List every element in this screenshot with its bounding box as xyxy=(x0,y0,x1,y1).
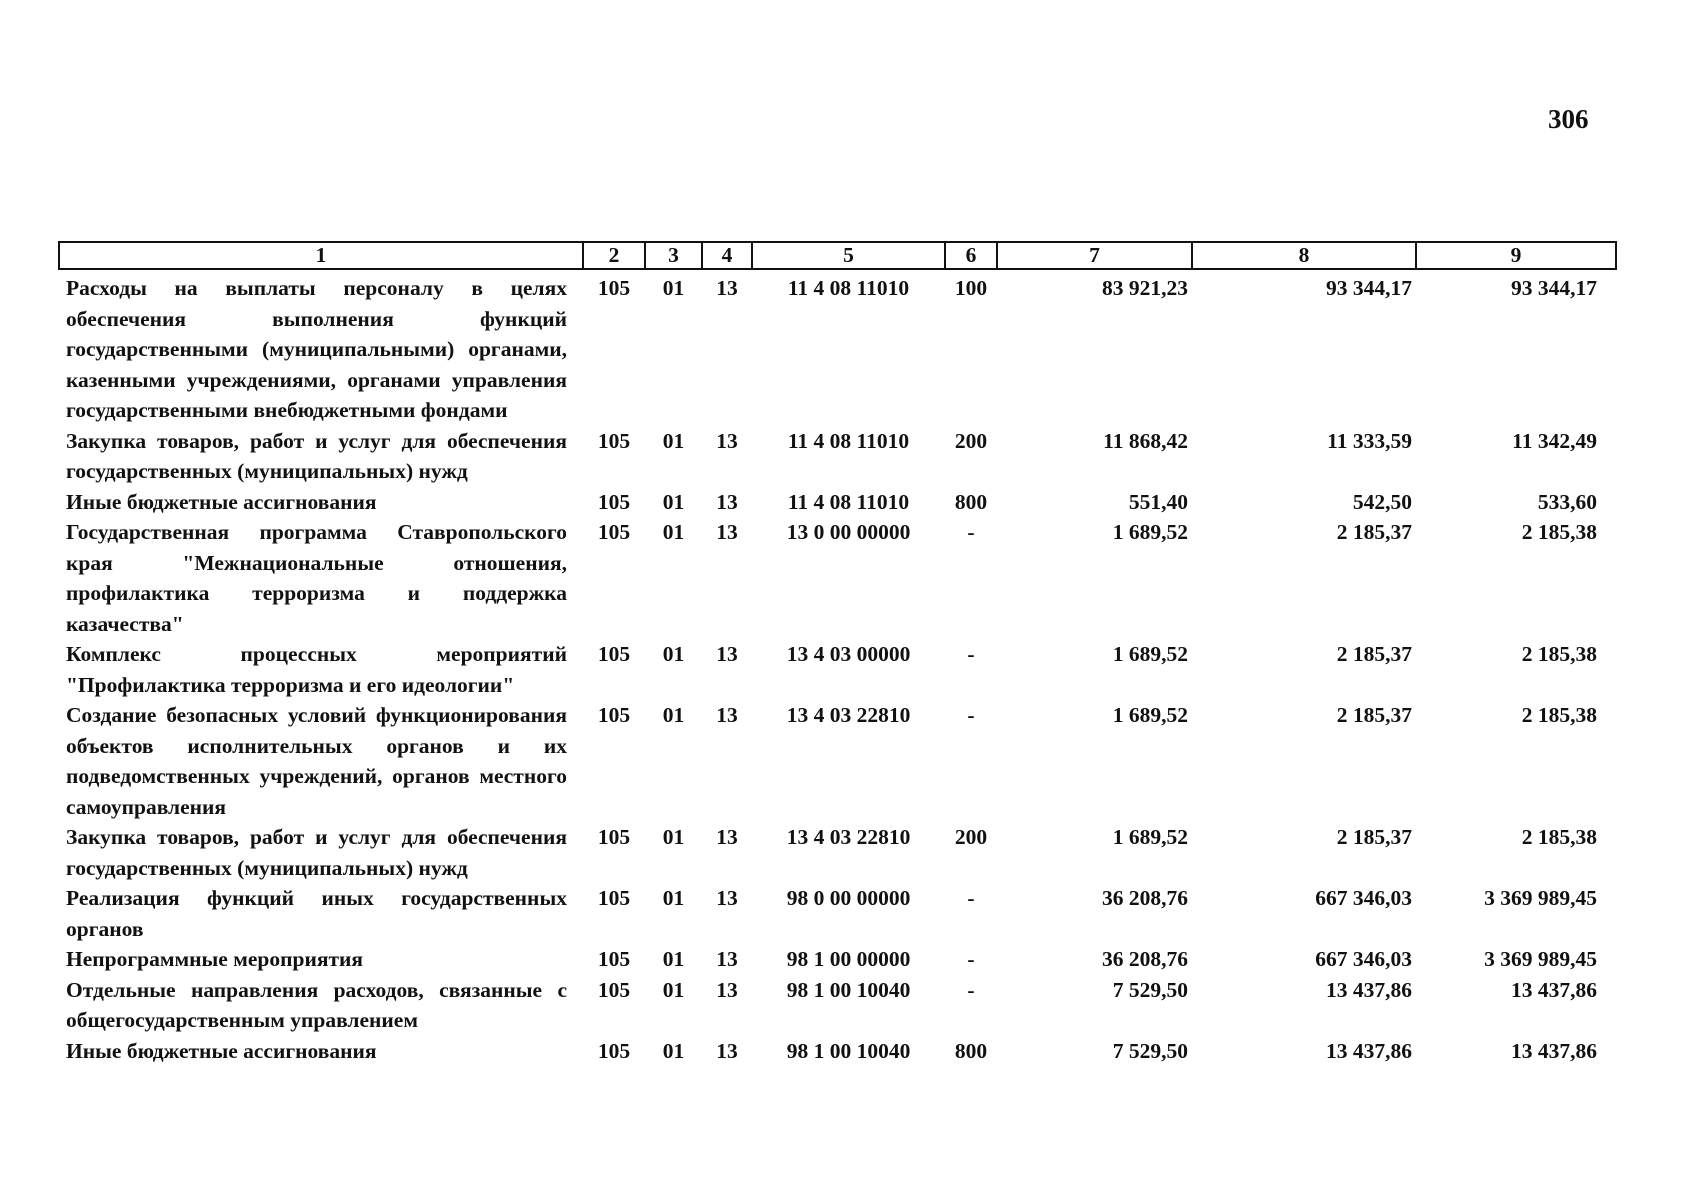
row-name: Иные бюджетные ассигнования xyxy=(66,1038,377,1063)
target-article-code: 98 1 00 00000 xyxy=(786,947,911,971)
amount-col7: 7 529,50 xyxy=(1112,977,1188,1002)
expense-type-code: - xyxy=(967,947,975,971)
table-row xyxy=(59,639,1616,700)
header-cell: 4 xyxy=(702,242,752,269)
header-cell: 5 xyxy=(752,242,945,269)
amount-col8: 11 333,59 xyxy=(1327,428,1412,453)
expense-type-code: - xyxy=(967,642,975,666)
budget-table xyxy=(58,241,1617,1066)
amount-col9: 2 185,38 xyxy=(1521,825,1597,849)
subsection-code: 13 xyxy=(716,825,738,849)
table-row xyxy=(59,700,1616,822)
expense-type-code: 200 xyxy=(954,825,988,849)
amount-col9: 533,60 xyxy=(1537,489,1597,514)
ministry-code: 105 xyxy=(597,703,631,727)
target-article-code: 13 4 03 22810 xyxy=(786,703,911,727)
subsection-code: 13 xyxy=(716,520,738,544)
amount-col7: 1 689,52 xyxy=(1112,642,1188,666)
amount-col8: 13 437,86 xyxy=(1326,977,1412,1002)
target-article-code: 98 1 00 10040 xyxy=(786,1038,911,1063)
table-row xyxy=(59,487,1616,518)
subsection-code: 13 xyxy=(716,977,738,1002)
row-name: Реализация функций иных государственных органов xyxy=(66,886,567,941)
header-cell: 2 xyxy=(583,242,645,269)
row-name: Создание безопасных условий функционирования объектов исполнительных органов и их подведомственных учреждений, органов местного самоуправления xyxy=(66,703,567,819)
amount-col8: 2 185,37 xyxy=(1336,642,1412,666)
expense-type-code: - xyxy=(967,520,975,544)
table-body xyxy=(59,269,1616,1066)
expense-type-code: - xyxy=(967,977,975,1002)
header-cell: 7 xyxy=(997,242,1192,269)
expense-type-code: 100 xyxy=(954,276,988,300)
target-article-code: 98 1 00 10040 xyxy=(786,977,911,1002)
target-article-code: 13 0 00 00000 xyxy=(786,520,911,544)
target-article-code: 11 4 08 11010 xyxy=(787,276,910,300)
amount-col8: 667 346,03 xyxy=(1315,886,1412,910)
section-code: 01 xyxy=(662,977,685,1002)
subsection-code: 13 xyxy=(716,489,738,514)
amount-col7: 11 868,42 xyxy=(1103,428,1188,453)
amount-col7: 1 689,52 xyxy=(1112,703,1188,727)
target-article-code: 13 4 03 00000 xyxy=(786,642,911,666)
target-article-code: 11 4 08 11010 xyxy=(787,428,910,453)
amount-col7: 36 208,76 xyxy=(1102,947,1188,971)
header-row xyxy=(59,242,1616,269)
expense-type-code: - xyxy=(967,886,975,910)
amount-col8: 2 185,37 xyxy=(1336,703,1412,727)
amount-col9: 3 369 989,45 xyxy=(1484,947,1597,971)
amount-col8: 2 185,37 xyxy=(1336,520,1412,544)
section-code: 01 xyxy=(662,825,685,849)
row-name: Непрограммные мероприятия xyxy=(66,947,364,971)
subsection-code: 13 xyxy=(716,1038,738,1063)
amount-col9: 13 437,86 xyxy=(1511,977,1597,1002)
row-name: Закупка товаров, работ и услуг для обеспечения государственных (муниципальных) нужд xyxy=(66,825,567,880)
row-name: Комплекс процессных мероприятий "Профилактика терроризма и его идеологии" xyxy=(66,642,567,697)
table-row xyxy=(59,883,1616,944)
ministry-code: 105 xyxy=(597,276,631,300)
row-name: Государственная программа Ставропольского края "Межнациональные отношения, профилактика терроризма и поддержка казачества" xyxy=(66,520,567,636)
amount-col7: 36 208,76 xyxy=(1102,886,1188,910)
amount-col9: 3 369 989,45 xyxy=(1484,886,1597,910)
subsection-code: 13 xyxy=(716,428,738,453)
amount-col8: 667 346,03 xyxy=(1315,947,1412,971)
amount-col9: 2 185,38 xyxy=(1521,520,1597,544)
expense-type-code: 800 xyxy=(954,489,988,514)
row-name: Отдельные направления расходов, связанные с общегосударственным управлением xyxy=(66,977,567,1032)
section-code: 01 xyxy=(662,642,685,666)
table-header xyxy=(59,242,1616,269)
table-row xyxy=(59,1036,1616,1067)
header-cell: 8 xyxy=(1192,242,1416,269)
amount-col7: 1 689,52 xyxy=(1112,825,1188,849)
header-cell: 6 xyxy=(945,242,997,269)
target-article-code: 98 0 00 00000 xyxy=(786,886,911,910)
expense-type-code: - xyxy=(967,703,975,727)
section-code: 01 xyxy=(662,886,685,910)
table-row xyxy=(59,517,1616,639)
section-code: 01 xyxy=(662,520,685,544)
page-number: 306 xyxy=(1548,104,1589,134)
amount-col7: 551,40 xyxy=(1128,489,1188,514)
amount-col8: 2 185,37 xyxy=(1336,825,1412,849)
section-code: 01 xyxy=(662,276,685,300)
amount-col9: 2 185,38 xyxy=(1521,642,1597,666)
amount-col8: 13 437,86 xyxy=(1326,1038,1412,1063)
section-code: 01 xyxy=(662,947,685,971)
subsection-code: 13 xyxy=(716,703,738,727)
amount-col7: 1 689,52 xyxy=(1112,520,1188,544)
ministry-code: 105 xyxy=(597,1038,631,1063)
subsection-code: 13 xyxy=(716,276,738,300)
ministry-code: 105 xyxy=(597,977,631,1002)
expense-type-code: 800 xyxy=(954,1038,988,1063)
ministry-code: 105 xyxy=(597,428,631,453)
amount-col8: 542,50 xyxy=(1352,489,1412,514)
amount-col9: 93 344,17 xyxy=(1511,276,1597,300)
header-cell: 3 xyxy=(645,242,702,269)
table-row xyxy=(59,944,1616,975)
ministry-code: 105 xyxy=(597,642,631,666)
expense-type-code: 200 xyxy=(954,428,988,453)
ministry-code: 105 xyxy=(597,489,631,514)
row-name: Иные бюджетные ассигнования xyxy=(66,489,377,514)
amount-col7: 83 921,23 xyxy=(1102,276,1188,300)
ministry-code: 105 xyxy=(597,886,631,910)
table-row xyxy=(59,269,1616,426)
ministry-code: 105 xyxy=(597,520,631,544)
table-row xyxy=(59,822,1616,883)
row-name: Расходы на выплаты персоналу в целях обеспечения выполнения функций государственными (муниципальными) органами, казенными учреждениями, органами управления государственными внебюджетными фондами xyxy=(66,276,567,422)
section-code: 01 xyxy=(662,489,685,514)
amount-col9: 11 342,49 xyxy=(1512,428,1597,453)
ministry-code: 105 xyxy=(597,825,631,849)
row-name: Закупка товаров, работ и услуг для обеспечения государственных (муниципальных) нужд xyxy=(66,428,567,483)
amount-col9: 13 437,86 xyxy=(1511,1038,1597,1063)
section-code: 01 xyxy=(662,1038,685,1063)
target-article-code: 11 4 08 11010 xyxy=(787,489,910,514)
amount-col7: 7 529,50 xyxy=(1112,1038,1188,1063)
section-code: 01 xyxy=(662,428,685,453)
table-row xyxy=(59,426,1616,487)
section-code: 01 xyxy=(662,703,685,727)
table-row xyxy=(59,975,1616,1036)
amount-col9: 2 185,38 xyxy=(1521,703,1597,727)
header-cell: 9 xyxy=(1416,242,1616,269)
subsection-code: 13 xyxy=(716,947,738,971)
ministry-code: 105 xyxy=(597,947,631,971)
header-cell: 1 xyxy=(59,242,583,269)
subsection-code: 13 xyxy=(716,642,738,666)
subsection-code: 13 xyxy=(716,886,738,910)
target-article-code: 13 4 03 22810 xyxy=(786,825,911,849)
amount-col8: 93 344,17 xyxy=(1326,276,1412,300)
